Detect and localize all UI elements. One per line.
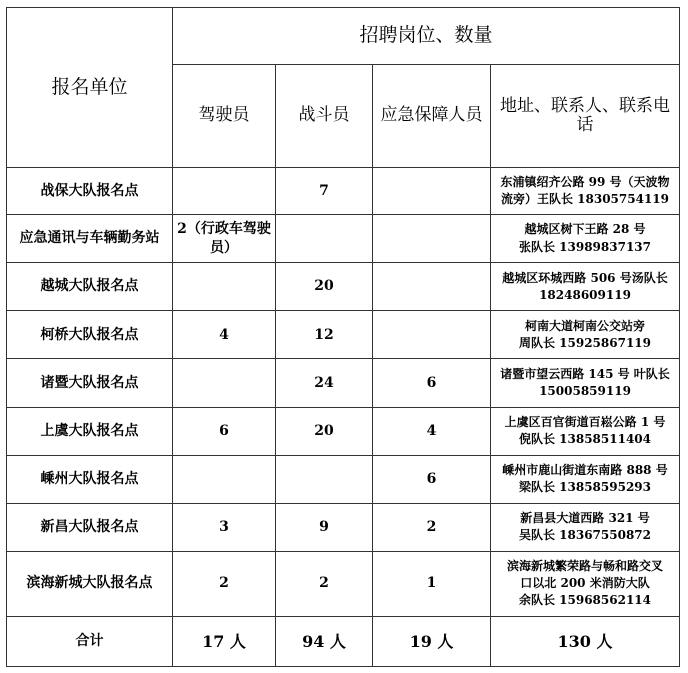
support-count: 2 bbox=[373, 503, 491, 551]
address-line: 梁队长 13858595293 bbox=[518, 480, 652, 495]
address-line: 张队长 13989837137 bbox=[518, 239, 652, 254]
driver-count: 6 bbox=[173, 407, 276, 455]
unit-name: 柯桥大队报名点 bbox=[7, 311, 173, 359]
contact-info bbox=[491, 168, 680, 215]
table-row bbox=[7, 263, 680, 311]
contact-info bbox=[491, 215, 680, 263]
total-fighter: 94 人 bbox=[276, 616, 373, 666]
table-row bbox=[7, 407, 680, 455]
header-unit: 报名单位 bbox=[7, 8, 173, 168]
header-support: 应急保障人员 bbox=[373, 65, 491, 168]
address-line: 滨海新城繁荣路与畅和路交叉 bbox=[507, 558, 664, 573]
address-line: 18248609119 bbox=[539, 287, 631, 302]
driver-count bbox=[173, 263, 276, 311]
totals-row bbox=[7, 616, 680, 666]
address-line: 15005859119 bbox=[539, 384, 631, 399]
address-line: 余队长 15968562114 bbox=[518, 593, 652, 608]
totals-label: 合计 bbox=[7, 616, 173, 666]
unit-name: 新昌大队报名点 bbox=[7, 503, 173, 551]
table-row bbox=[7, 455, 680, 503]
fighter-count: 24 bbox=[276, 359, 373, 407]
contact-info bbox=[491, 551, 680, 616]
fighter-count: 9 bbox=[276, 503, 373, 551]
total-driver: 17 人 bbox=[173, 616, 276, 666]
table-row bbox=[7, 215, 680, 263]
unit-name: 诸暨大队报名点 bbox=[7, 359, 173, 407]
fighter-count: 2 bbox=[276, 551, 373, 616]
fighter-count bbox=[276, 455, 373, 503]
address-line: 新昌县大道西路 321 号 bbox=[520, 510, 650, 525]
address-line: 柯南大道柯南公交站旁 bbox=[525, 318, 646, 333]
address-line: 周队长 15925867119 bbox=[518, 335, 652, 350]
contact-info bbox=[491, 503, 680, 551]
table-row bbox=[7, 503, 680, 551]
support-count: 6 bbox=[373, 455, 491, 503]
header-positions: 招聘岗位、数量 bbox=[173, 8, 680, 65]
driver-count bbox=[173, 168, 276, 215]
fighter-count: 20 bbox=[276, 263, 373, 311]
address-line: 流旁）王队长 18305754119 bbox=[500, 192, 670, 207]
address-line: 倪队长 13858511404 bbox=[518, 432, 652, 447]
support-count bbox=[373, 311, 491, 359]
support-count: 4 bbox=[373, 407, 491, 455]
driver-count: 2（行政车驾驶员） bbox=[173, 215, 276, 263]
address-line: 越城区树下王路 28 号 bbox=[524, 222, 646, 237]
unit-name: 越城大队报名点 bbox=[7, 263, 173, 311]
fighter-count: 7 bbox=[276, 168, 373, 215]
recruitment-table bbox=[6, 7, 680, 667]
total-support: 19 人 bbox=[373, 616, 491, 666]
driver-count: 2 bbox=[173, 551, 276, 616]
header-driver: 驾驶员 bbox=[173, 65, 276, 168]
header-fighter: 战斗员 bbox=[276, 65, 373, 168]
address-line: 口以北 200 米消防大队 bbox=[520, 576, 650, 591]
address-line: 东浦镇绍齐公路 99 号（天波物 bbox=[500, 174, 670, 189]
unit-name: 嵊州大队报名点 bbox=[7, 455, 173, 503]
contact-info bbox=[491, 311, 680, 359]
total-all: 130 人 bbox=[491, 616, 680, 666]
driver-count: 4 bbox=[173, 311, 276, 359]
contact-info bbox=[491, 455, 680, 503]
table-row bbox=[7, 168, 680, 215]
fighter-count bbox=[276, 215, 373, 263]
address-line: 越城区环城西路 506 号汤队长 bbox=[502, 270, 668, 285]
table-row bbox=[7, 551, 680, 616]
address-line: 上虞区百官街道百崧公路 1 号 bbox=[504, 414, 666, 429]
driver-count bbox=[173, 455, 276, 503]
support-count: 1 bbox=[373, 551, 491, 616]
contact-info bbox=[491, 407, 680, 455]
address-line: 吴队长 18367550872 bbox=[518, 528, 652, 543]
fighter-count: 20 bbox=[276, 407, 373, 455]
support-count bbox=[373, 263, 491, 311]
table-row bbox=[7, 359, 680, 407]
fighter-count: 12 bbox=[276, 311, 373, 359]
unit-name: 战保大队报名点 bbox=[7, 168, 173, 215]
support-count bbox=[373, 168, 491, 215]
support-count bbox=[373, 215, 491, 263]
unit-name: 滨海新城大队报名点 bbox=[7, 551, 173, 616]
address-line: 诸暨市望云西路 145 号 叶队长 bbox=[500, 366, 670, 381]
unit-name: 上虞大队报名点 bbox=[7, 407, 173, 455]
header-contact: 地址、联系人、联系电话 bbox=[491, 65, 680, 168]
driver-count: 3 bbox=[173, 503, 276, 551]
contact-info bbox=[491, 359, 680, 407]
support-count: 6 bbox=[373, 359, 491, 407]
contact-info bbox=[491, 263, 680, 311]
driver-count bbox=[173, 359, 276, 407]
table-row bbox=[7, 311, 680, 359]
address-line: 嵊州市鹿山街道东南路 888 号 bbox=[502, 462, 668, 477]
unit-name: 应急通讯与车辆勤务站 bbox=[7, 215, 173, 263]
